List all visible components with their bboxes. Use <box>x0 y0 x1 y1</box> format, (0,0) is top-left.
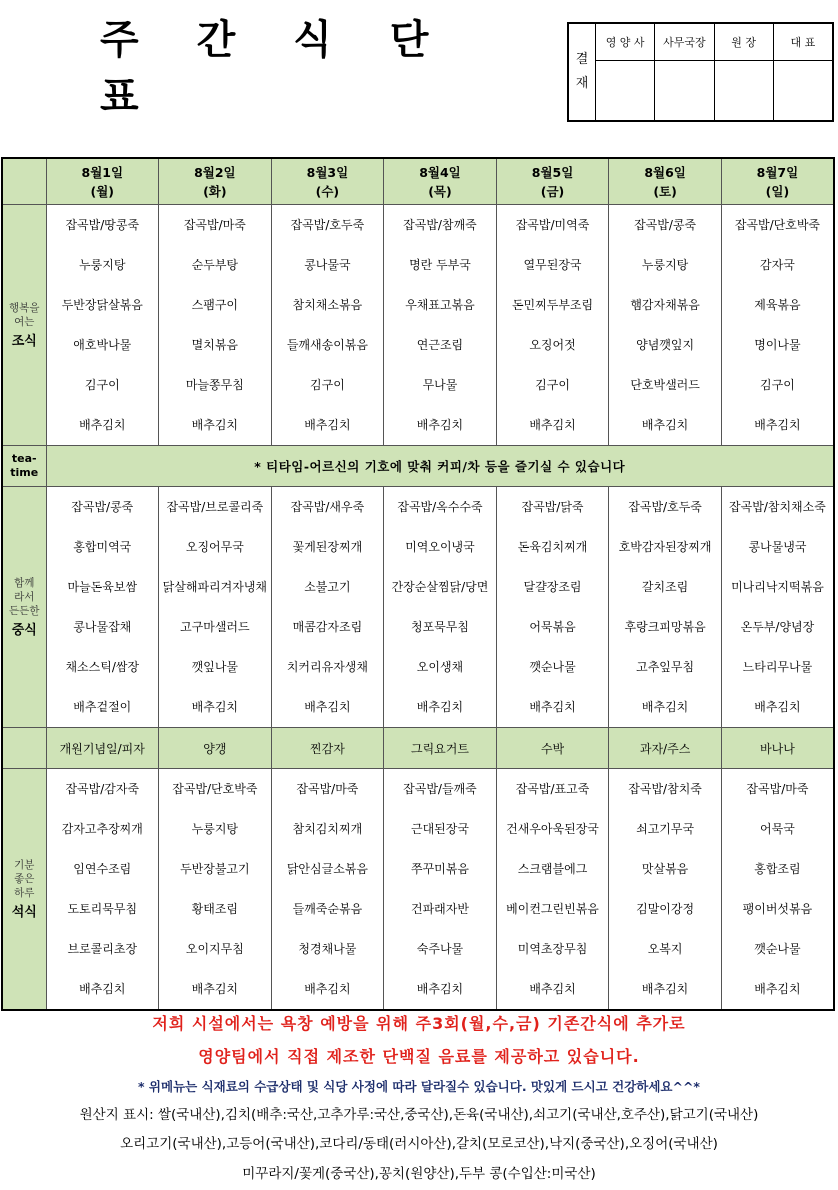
breakfast-row <box>2 205 834 446</box>
day-weekday: (일) <box>765 183 790 199</box>
menu-item: 콩나물국 <box>304 257 351 272</box>
menu-item: 건파래자반 <box>410 901 469 916</box>
menu-item: 돈육김치찌개 <box>517 539 588 554</box>
menu-item: 배추김치 <box>641 981 689 996</box>
menu-item: 누룽지탕 <box>79 257 126 272</box>
menu-item: 들깨죽순볶음 <box>292 901 363 916</box>
approval-column <box>774 24 832 120</box>
snack-cell: 그릭요거트 <box>384 728 497 769</box>
menu-item: 배추김치 <box>754 699 801 714</box>
menu-item: 배추김치 <box>529 699 576 714</box>
menu-item: 배추김치 <box>416 699 464 714</box>
day-weekday: (토) <box>653 183 677 199</box>
menu-item: 잡곡밥/마죽 <box>183 217 246 232</box>
menu-item: 배추김치 <box>304 699 351 714</box>
menu-change-notice: * 위메뉴는 식재료의 수급상태 및 식당 사정에 따라 달라질수 있습니다. 맛있게 드시고 건강하세요^^* <box>138 1079 700 1094</box>
menu-item: 간장순살찜닭/당면 <box>391 579 489 594</box>
menu-item: 스크램블에그 <box>517 861 588 876</box>
menu-item: 배추겉절이 <box>73 699 132 714</box>
lunch-label <box>2 487 46 728</box>
menu-item: 잡곡밥/단호박죽 <box>172 781 258 796</box>
weekly-menu-table <box>1 157 835 1011</box>
menu-cell <box>496 769 609 1011</box>
day-weekday: (금) <box>540 183 565 199</box>
signature-box-office-manager[interactable] <box>655 61 713 120</box>
day-date: 8월6일 <box>644 164 686 180</box>
menu-item: 매콤감자조림 <box>292 619 363 634</box>
approval-column-header: 원 장 <box>715 24 773 61</box>
snack-cell: 수박 <box>496 728 609 769</box>
menu-cell <box>46 487 159 728</box>
menu-item: 마늘돈육보쌈 <box>67 579 138 594</box>
menu-item: 배추김치 <box>641 699 689 714</box>
menu-item: 황태조림 <box>191 901 239 916</box>
menu-cell <box>46 769 159 1011</box>
menu-item: 오징어젓 <box>529 337 576 352</box>
snack-cell: 양갱 <box>159 728 272 769</box>
menu-cell <box>159 205 272 446</box>
menu-item: 감자고추장찌개 <box>61 821 143 836</box>
menu-cell <box>721 205 834 446</box>
menu-item: 김구이 <box>310 377 345 392</box>
menu-item: 잡곡밥/표고죽 <box>515 781 590 796</box>
menu-item: 쇠고기무국 <box>636 821 695 836</box>
snack-label <box>2 728 46 769</box>
approval-label <box>569 24 596 120</box>
menu-item: 채소스틱/쌈장 <box>65 659 140 674</box>
menu-cell <box>384 205 497 446</box>
menu-item: 양념깻잎지 <box>636 337 695 352</box>
menu-item: 김말이강정 <box>636 901 695 916</box>
menu-item: 후랑크피망볶음 <box>624 619 706 634</box>
menu-item: 누룽지탕 <box>191 821 239 836</box>
signature-box-director[interactable] <box>715 61 773 120</box>
menu-item: 잡곡밥/참깨죽 <box>403 217 477 232</box>
menu-item: 잡곡밥/땅콩죽 <box>65 217 140 232</box>
menu-item: 제육볶음 <box>754 297 801 312</box>
menu-item: 배추김치 <box>754 981 801 996</box>
date-header-row <box>2 158 834 205</box>
day-header <box>46 158 159 205</box>
dinner-label <box>2 769 46 1011</box>
meal-slogan-line: 기분 <box>14 859 35 871</box>
menu-item: 깻순나물 <box>529 659 576 674</box>
menu-item: 열무된장국 <box>523 257 582 272</box>
origin-label-line3: 미꾸라지/꽃게(중국산),꽁치(원양산),두부 콩(수입산:미국산) <box>242 1166 596 1182</box>
approval-column <box>655 24 714 120</box>
menu-item: 청경채나물 <box>298 941 357 956</box>
menu-item: 잡곡밥/호두죽 <box>628 499 702 514</box>
menu-item: 콩나물냉국 <box>748 539 807 554</box>
teatime-label <box>2 446 46 487</box>
approval-label-line: 재 <box>575 76 589 91</box>
menu-item: 청포묵무침 <box>410 619 469 634</box>
menu-item: 무나물 <box>422 377 458 392</box>
menu-item: 김구이 <box>535 377 570 392</box>
day-date: 8월5일 <box>531 164 574 180</box>
menu-item: 도토리묵무침 <box>67 901 138 916</box>
menu-cell <box>721 487 834 728</box>
menu-cell <box>609 205 722 446</box>
origin-label-line2: 오리고기(국내산),고등어(국내산),코다리/동태(러시아산),갈치(모로코산),낙지(중국산),오징어(국내산) <box>120 1136 718 1152</box>
menu-cell <box>609 487 722 728</box>
menu-item: 오이지무침 <box>185 941 244 956</box>
menu-item: 잡곡밥/옥수수죽 <box>397 499 483 514</box>
menu-item: 콩나물잡채 <box>73 619 132 634</box>
menu-item: 건새우아욱된장국 <box>506 821 599 836</box>
menu-item: 배추김치 <box>191 981 239 996</box>
menu-item: 고추잎무침 <box>636 659 695 674</box>
menu-item: 참치김치찌개 <box>292 821 363 836</box>
teatime-label-line: tea- <box>11 452 37 465</box>
menu-item: 배추김치 <box>304 417 351 432</box>
menu-item: 김구이 <box>84 377 120 392</box>
menu-item: 미역오이냉국 <box>405 539 475 554</box>
menu-item: 느타리무나물 <box>742 659 813 674</box>
lunch-row <box>2 487 834 728</box>
menu-item: 깻순나물 <box>754 941 801 956</box>
day-weekday: (월) <box>90 183 115 199</box>
approval-column-header: 대 표 <box>774 24 832 61</box>
menu-item: 잡곡밥/미역죽 <box>515 217 590 232</box>
meal-slogan-line: 든든한 <box>9 605 40 617</box>
menu-item: 오이생채 <box>416 659 464 674</box>
meal-slogan-line: 여는 <box>14 316 35 328</box>
menu-item: 잡곡밥/호두죽 <box>290 217 365 232</box>
origin-label-line1: 원산지 표시: 쌀(국내산),김치(배추:국산,고추가루:국산,중국산),돈육(국내산),쇠고기(국내산,호주산),닭고기(국내산) <box>79 1107 759 1123</box>
menu-item: 잡곡밥/감자죽 <box>65 781 140 796</box>
menu-item: 배추김치 <box>191 417 239 432</box>
menu-item: 배추김치 <box>754 417 801 432</box>
menu-item: 스팸구이 <box>191 297 239 312</box>
menu-item: 미역초장무침 <box>517 941 588 956</box>
menu-item: 닭살해파리겨자냉채 <box>162 579 268 594</box>
menu-item: 닭안심글소볶음 <box>286 861 368 876</box>
menu-cell <box>496 487 609 728</box>
menu-item: 마늘쫑무침 <box>185 377 244 392</box>
menu-cell <box>159 487 272 728</box>
menu-cell <box>609 769 722 1011</box>
protein-drink-notice-line1: 저희 시설에서는 욕창 예방을 위해 주3회(월,수,금) 기존간식에 추가로 <box>152 1014 686 1033</box>
day-header <box>271 158 384 205</box>
menu-item: 두반장불고기 <box>180 861 250 876</box>
menu-item: 연근조림 <box>416 337 464 352</box>
menu-item: 순두부탕 <box>191 257 239 272</box>
menu-item: 잡곡밥/닭죽 <box>521 499 584 514</box>
snack-cell: 찐감자 <box>271 728 384 769</box>
day-date: 8월2일 <box>194 164 236 180</box>
menu-cell <box>159 769 272 1011</box>
menu-item: 맛살볶음 <box>641 861 689 876</box>
day-header <box>609 158 722 205</box>
menu-item: 숙주나물 <box>416 941 464 956</box>
menu-item: 배추김치 <box>416 417 464 432</box>
approval-box <box>567 22 834 122</box>
menu-item: 고구마샐러드 <box>180 619 250 634</box>
menu-item: 어묵국 <box>760 821 795 836</box>
menu-item: 소불고기 <box>304 579 351 594</box>
menu-cell <box>271 769 384 1011</box>
menu-item: 배추김치 <box>641 417 689 432</box>
day-date: 8월1일 <box>81 164 124 180</box>
menu-item: 배추김치 <box>79 417 126 432</box>
snack-row <box>2 728 834 769</box>
menu-item: 배추김치 <box>79 981 126 996</box>
menu-item: 잡곡밥/마죽 <box>746 781 809 796</box>
menu-item: 브로콜리초장 <box>67 941 138 956</box>
menu-item: 배추김치 <box>304 981 351 996</box>
meal-slogan-line: 라서 <box>14 591 35 603</box>
page-title: 주 간 식 단 표 <box>100 17 451 120</box>
menu-cell <box>271 205 384 446</box>
snack-cell: 과자/주스 <box>609 728 722 769</box>
menu-item: 잡곡밥/참치채소죽 <box>729 499 826 514</box>
menu-item: 오징어무국 <box>185 539 244 554</box>
menu-item: 홍합조림 <box>754 861 801 876</box>
menu-item: 미나리낙지떡볶음 <box>731 579 824 594</box>
menu-item: 명란 두부국 <box>409 257 471 272</box>
signature-box-ceo[interactable] <box>774 61 832 120</box>
meal-slogan-line: 행복을 <box>9 302 40 314</box>
menu-item: 달걀장조림 <box>523 579 582 594</box>
menu-item: 잡곡밥/새우죽 <box>290 499 365 514</box>
meal-slogan-line: 함께 <box>14 577 35 589</box>
menu-item: 홍합미역국 <box>73 539 132 554</box>
menu-item: 베이컨그린빈볶음 <box>506 901 599 916</box>
menu-item: 호박감자된장찌개 <box>618 539 712 554</box>
menu-cell <box>384 769 497 1011</box>
day-weekday: (수) <box>315 183 340 199</box>
menu-item: 잡곡밥/단호박죽 <box>734 217 821 232</box>
menu-item: 근대된장국 <box>410 821 469 836</box>
menu-item: 우채표고볶음 <box>405 297 475 312</box>
approval-column-header: 영 양 사 <box>596 24 654 61</box>
menu-item: 배추김치 <box>416 981 464 996</box>
menu-item: 멸치볶음 <box>191 337 239 352</box>
meal-slogan-line: 좋은 <box>14 873 35 885</box>
menu-item: 배추김치 <box>191 699 239 714</box>
menu-item: 잡곡밥/콩죽 <box>71 499 134 514</box>
menu-item: 단호박샐러드 <box>630 377 700 392</box>
menu-item: 온두부/양념장 <box>740 619 815 634</box>
teatime-row <box>2 446 834 487</box>
menu-item: 잡곡밥/마죽 <box>296 781 359 796</box>
protein-drink-notice-line2: 영양팀에서 직접 제조한 단백질 음료를 제공하고 있습니다. <box>198 1047 640 1066</box>
day-header <box>384 158 497 205</box>
menu-item: 돈민찌두부조림 <box>511 297 594 312</box>
snack-cell: 개원기념일/피자 <box>46 728 159 769</box>
day-date: 8월4일 <box>419 164 461 180</box>
menu-item: 감자국 <box>760 257 795 272</box>
menu-item: 어묵볶음 <box>529 619 576 634</box>
meal-slogan-line: 하루 <box>14 887 35 899</box>
menu-item: 김구이 <box>760 377 795 392</box>
menu-item: 명이나물 <box>754 337 801 352</box>
day-header <box>159 158 272 205</box>
meal-name: 조식 <box>11 334 37 349</box>
menu-item: 깻잎나물 <box>191 659 239 674</box>
menu-item: 배추김치 <box>529 417 576 432</box>
menu-item: 햄감자채볶음 <box>630 297 700 312</box>
menu-item: 두반장닭살볶음 <box>61 297 143 312</box>
meal-name: 석식 <box>11 905 37 920</box>
menu-item: 치커리유자생채 <box>286 659 368 674</box>
dinner-row <box>2 769 834 1011</box>
menu-cell <box>721 769 834 1011</box>
day-header <box>496 158 609 205</box>
approval-column <box>715 24 774 120</box>
menu-item: 오복지 <box>647 941 683 956</box>
menu-item: 잡곡밥/들깨죽 <box>403 781 477 796</box>
breakfast-label <box>2 205 46 446</box>
approval-column <box>596 24 655 120</box>
menu-item: 누룽지탕 <box>641 257 689 272</box>
teatime-notice: * 티타임-어르신의 기호에 맞춰 커피/차 등을 즐기실 수 있습니다 <box>46 446 834 487</box>
day-header <box>721 158 834 205</box>
menu-item: 임연수조림 <box>73 861 132 876</box>
day-date: 8월7일 <box>756 164 799 180</box>
menu-item: 팽이버섯볶음 <box>742 901 813 916</box>
snack-cell: 바나나 <box>721 728 834 769</box>
menu-cell <box>384 487 497 728</box>
menu-item: 쭈꾸미볶음 <box>410 861 469 876</box>
menu-item: 참치채소볶음 <box>292 297 363 312</box>
menu-cell <box>496 205 609 446</box>
day-weekday: (화) <box>203 183 227 199</box>
menu-item: 애호박나물 <box>73 337 132 352</box>
menu-item: 갈치조림 <box>641 579 689 594</box>
menu-item: 잡곡밥/브로콜리죽 <box>166 499 264 514</box>
meal-name: 중식 <box>11 623 37 638</box>
teatime-label-line: time <box>10 466 39 479</box>
menu-item: 꽃게된장찌개 <box>292 539 363 554</box>
menu-cell <box>46 205 159 446</box>
corner-cell <box>2 158 46 205</box>
day-weekday: (목) <box>428 183 452 199</box>
approval-label-line: 결 <box>575 52 589 67</box>
menu-item: 배추김치 <box>529 981 576 996</box>
approval-column-header: 사무국장 <box>655 24 713 61</box>
menu-cell <box>271 487 384 728</box>
menu-item: 잡곡밥/콩죽 <box>634 217 697 232</box>
signature-box-dietitian[interactable] <box>596 61 654 120</box>
menu-item: 잡곡밥/참치죽 <box>628 781 702 796</box>
day-date: 8월3일 <box>306 164 349 180</box>
menu-item: 들깨새송이볶음 <box>286 337 368 352</box>
